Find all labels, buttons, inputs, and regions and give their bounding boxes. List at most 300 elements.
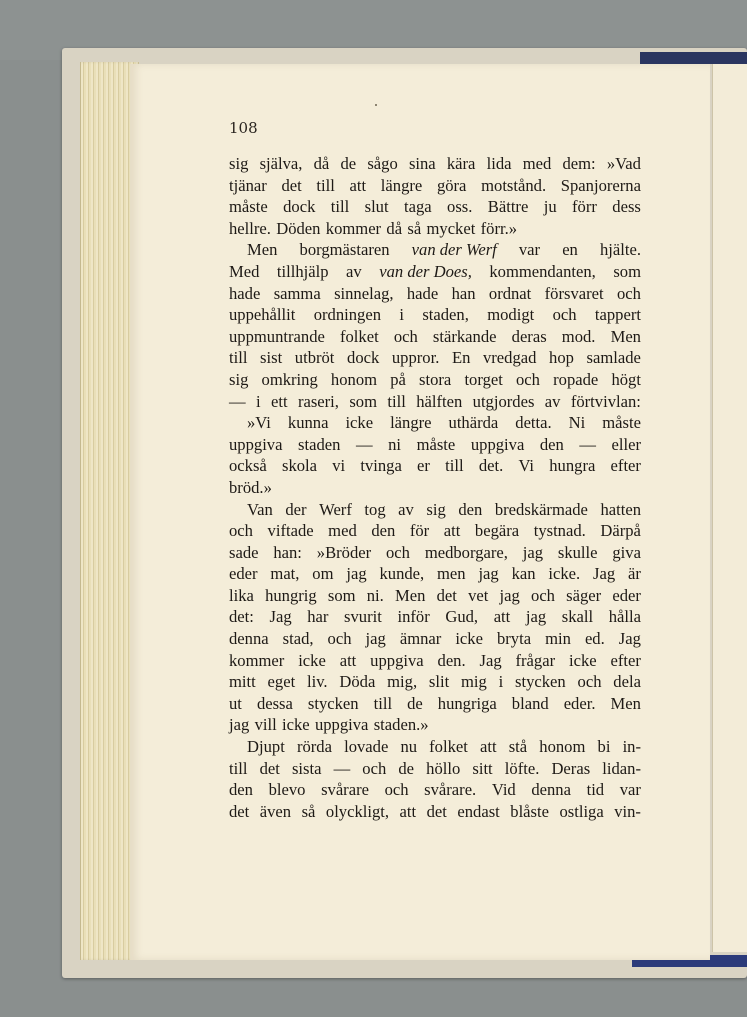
- word: sinnelag,: [334, 283, 394, 303]
- text-line: [229, 304, 641, 326]
- word: jag: [522, 542, 544, 562]
- word: mitt: [229, 672, 256, 692]
- word: honom: [330, 369, 378, 389]
- word: deras: [511, 326, 547, 346]
- word: er: [417, 456, 430, 476]
- word: Van: [247, 499, 273, 519]
- word: det: [281, 175, 302, 195]
- word: själva,: [259, 154, 303, 173]
- word: de: [407, 693, 423, 713]
- word: Werf: [319, 499, 352, 519]
- text-line: [229, 261, 641, 283]
- word: dessa: [256, 693, 293, 713]
- text-line: [229, 499, 641, 521]
- word: tvinga: [360, 456, 402, 476]
- word: sade: [229, 542, 259, 562]
- word: och: [516, 369, 540, 389]
- word: skulle: [557, 542, 598, 562]
- word: jag: [525, 607, 547, 627]
- word: till: [373, 693, 393, 713]
- word: ju: [543, 197, 557, 217]
- word: hatten: [600, 499, 641, 519]
- word: dem:: [562, 154, 596, 173]
- word: ni.: [366, 585, 384, 605]
- word: längre: [390, 413, 432, 433]
- word: samlade: [586, 348, 641, 368]
- word: och: [531, 585, 555, 605]
- word: liv.: [306, 672, 328, 692]
- text-line: [229, 585, 641, 607]
- word: staden.»: [373, 715, 429, 735]
- text-line: [229, 283, 641, 305]
- word: och: [617, 283, 641, 303]
- word: den: [229, 780, 253, 800]
- text-line: [229, 412, 641, 434]
- word: bi: [597, 737, 611, 757]
- word: Vi: [518, 456, 535, 476]
- word: uppror.: [391, 348, 440, 368]
- word: hungra: [549, 456, 596, 476]
- word: uthärda: [448, 413, 499, 433]
- word: den: [371, 521, 396, 541]
- page-speck: [375, 104, 377, 106]
- word: van der Does,: [379, 261, 472, 281]
- word: det: [426, 801, 447, 821]
- word: Jag: [479, 650, 502, 670]
- text-line: [229, 347, 641, 369]
- word: med: [522, 154, 552, 173]
- word: —: [229, 391, 246, 411]
- word: ordnat: [488, 283, 532, 303]
- word: han: [451, 283, 476, 303]
- word: icke: [298, 650, 326, 670]
- word: tillhjälp: [276, 261, 329, 281]
- word: tystnad.: [533, 521, 586, 541]
- text-line: [229, 714, 641, 736]
- word: Bättre: [487, 197, 529, 217]
- word: Vid: [491, 780, 516, 800]
- word: höllo: [426, 758, 461, 778]
- word: förr.»: [480, 218, 518, 238]
- word: folket: [429, 737, 468, 757]
- word: till: [229, 348, 248, 368]
- text-line: [229, 455, 641, 477]
- word: bredskärmade: [494, 499, 588, 519]
- word: och: [552, 305, 577, 325]
- word: ämnar: [399, 629, 442, 649]
- text-line: [229, 693, 641, 715]
- word: uppgiva: [470, 434, 525, 454]
- word: i: [255, 391, 261, 411]
- word: till: [330, 197, 350, 217]
- text-line: [229, 369, 641, 391]
- word: dock: [347, 348, 380, 368]
- word: svurit: [344, 607, 382, 627]
- word: bröd.»: [229, 477, 272, 497]
- word: så: [301, 801, 316, 821]
- word: eller: [611, 434, 641, 454]
- word: stycken: [307, 693, 359, 713]
- word: och: [229, 521, 253, 541]
- word: till: [445, 456, 464, 476]
- word: medborgare,: [424, 542, 508, 562]
- word: längre: [380, 175, 423, 195]
- word: ordningen: [313, 305, 381, 325]
- word: ni: [388, 434, 402, 454]
- word: då: [313, 154, 330, 173]
- word: sig: [426, 499, 446, 519]
- word: in-: [622, 737, 641, 757]
- word: hungrig: [265, 585, 317, 605]
- word: folket: [339, 326, 379, 346]
- word: och: [384, 780, 409, 800]
- word: begära: [474, 521, 520, 541]
- word: mig,: [387, 672, 418, 692]
- word: högt: [611, 369, 641, 389]
- word: måste: [602, 413, 641, 433]
- word: denna: [229, 629, 269, 649]
- word: sitt: [472, 758, 493, 778]
- word: det: [229, 801, 250, 821]
- word: är: [627, 564, 641, 584]
- word: uppgiva: [229, 434, 283, 454]
- word: kära: [446, 154, 476, 173]
- text-line: [229, 196, 641, 218]
- word: giva: [612, 542, 641, 562]
- word: kommer: [325, 218, 382, 238]
- word: blevo: [268, 780, 306, 800]
- word: Jag: [593, 564, 616, 584]
- word: att: [349, 175, 367, 195]
- word: det: [436, 585, 457, 605]
- word: skall: [561, 607, 594, 627]
- word: han:: [273, 542, 302, 562]
- word: Jag: [269, 607, 292, 627]
- word: förtvivlan:: [570, 391, 641, 411]
- word: motstånd.: [481, 175, 547, 195]
- word: viftade: [267, 521, 314, 541]
- word: vin-: [614, 801, 641, 821]
- word: van der Werf: [411, 240, 497, 260]
- word: eder: [229, 564, 258, 584]
- word: lika: [229, 585, 254, 605]
- word: den: [539, 434, 564, 454]
- word: i: [399, 305, 404, 325]
- word: blåste: [510, 801, 549, 821]
- word: till: [316, 175, 335, 195]
- word: hjälte.: [599, 240, 641, 260]
- word: det.: [478, 456, 504, 476]
- word: hålla: [608, 607, 641, 627]
- word: oss.: [447, 197, 473, 217]
- word: torget: [464, 369, 503, 389]
- word: tappert: [594, 305, 641, 325]
- text-line: [229, 650, 641, 672]
- word: och: [393, 326, 418, 346]
- word: jag: [478, 564, 499, 584]
- text-line: [229, 153, 641, 175]
- word: att: [399, 801, 417, 821]
- word: Ni: [568, 413, 586, 433]
- text-line: [229, 218, 641, 240]
- word: nu: [400, 737, 418, 757]
- word: var: [619, 780, 641, 800]
- word: var: [518, 240, 541, 260]
- word: utbröt: [294, 348, 335, 368]
- word: de: [340, 154, 357, 173]
- text-line: [229, 563, 641, 585]
- word: sig: [229, 154, 249, 173]
- word: sågo: [367, 154, 398, 173]
- text-line: [229, 758, 641, 780]
- cover-cloth-top: [640, 52, 747, 64]
- word: Jag: [618, 629, 641, 649]
- word: ett: [270, 391, 288, 411]
- word: kunde,: [379, 564, 425, 584]
- word: stora: [419, 369, 452, 389]
- word: som: [613, 261, 641, 281]
- word: —: [333, 758, 351, 778]
- word: sista: [291, 758, 322, 778]
- word: Döda: [339, 672, 376, 692]
- word: bland: [511, 693, 549, 713]
- word: jag: [346, 564, 367, 584]
- word: frågar: [515, 650, 556, 670]
- word: det:: [229, 607, 254, 627]
- word: att: [480, 737, 497, 757]
- word: hade: [229, 283, 261, 303]
- word: omkring: [261, 369, 318, 389]
- text-line: [229, 801, 641, 823]
- text-line: [229, 391, 641, 413]
- word: endast: [457, 801, 500, 821]
- word: staden,: [422, 305, 469, 325]
- word: hungriga: [437, 693, 497, 713]
- word: —: [355, 434, 373, 454]
- word: hellre.: [229, 218, 271, 238]
- word: slit: [428, 672, 450, 692]
- word: Spanjorerna: [560, 175, 641, 195]
- word: till: [229, 758, 248, 778]
- word: men: [437, 564, 466, 584]
- word: och: [386, 542, 410, 562]
- word: vill: [254, 715, 277, 735]
- word: Deras: [551, 758, 591, 778]
- word: mig: [460, 672, 487, 692]
- word: mycket: [426, 218, 476, 238]
- word: sist: [260, 348, 283, 368]
- word: sina: [408, 154, 436, 173]
- word: den: [458, 499, 483, 519]
- word: lidan-: [602, 758, 641, 778]
- word: svårare.: [424, 780, 477, 800]
- word: på: [390, 369, 406, 389]
- facing-page: [712, 64, 747, 952]
- word: med: [328, 521, 357, 541]
- text-line: [229, 477, 641, 499]
- word: eder: [612, 585, 641, 605]
- word: som: [349, 391, 377, 411]
- word: som: [327, 585, 356, 605]
- word: tog: [364, 499, 386, 519]
- word: lida: [486, 154, 512, 173]
- word: uppgiva: [314, 715, 369, 735]
- word: och: [327, 629, 352, 649]
- word: rörda: [296, 737, 332, 757]
- word: Med: [229, 261, 260, 281]
- word: att: [443, 521, 461, 541]
- word: bryta: [496, 629, 532, 649]
- word: skola: [282, 456, 318, 476]
- text-line: [229, 175, 641, 197]
- text-line: [229, 779, 641, 801]
- word: den.: [437, 650, 466, 670]
- word: —: [579, 434, 596, 454]
- word: jag: [229, 715, 250, 735]
- text-line: [229, 736, 641, 758]
- word: »Vi: [247, 413, 271, 433]
- word: »Bröder: [316, 542, 372, 562]
- word: utgjordes: [472, 391, 535, 411]
- word: der: [285, 499, 307, 519]
- word: det: [259, 758, 280, 778]
- word: vredgad: [482, 348, 537, 368]
- word: vi: [332, 456, 346, 476]
- word: Men: [610, 693, 641, 713]
- word: för: [409, 521, 430, 541]
- word: i: [498, 672, 504, 692]
- word: uppmuntrande: [229, 326, 325, 346]
- word: kan: [511, 564, 536, 584]
- word: vet: [468, 585, 489, 605]
- word: inför: [397, 607, 430, 627]
- word: Men: [247, 240, 278, 260]
- word: mat,: [270, 564, 300, 584]
- word: om: [312, 564, 334, 584]
- word: Därpå: [600, 521, 641, 541]
- word: efter: [610, 456, 641, 476]
- word: löfte.: [504, 758, 540, 778]
- word: Djupt: [247, 737, 285, 757]
- text-line: [229, 628, 641, 650]
- word: ed.: [584, 629, 605, 649]
- word: även: [259, 801, 292, 821]
- body-text: [229, 153, 641, 822]
- word: honom: [539, 737, 586, 757]
- text-line: [229, 542, 641, 564]
- word: ropade: [553, 369, 599, 389]
- text-line: [229, 671, 641, 693]
- word: denna: [531, 780, 571, 800]
- word: uppgiva: [370, 650, 424, 670]
- word: av: [398, 499, 414, 519]
- word: kommendanten,: [489, 261, 596, 281]
- word: svårare: [321, 780, 369, 800]
- word: dess: [612, 197, 641, 217]
- word: eder.: [563, 693, 596, 713]
- word: av: [346, 261, 362, 281]
- word: jag: [365, 629, 386, 649]
- word: att: [339, 650, 357, 670]
- word: samma: [273, 283, 321, 303]
- word: hade: [406, 283, 439, 303]
- word: ut: [229, 693, 242, 713]
- word: raseri,: [297, 391, 339, 411]
- page-number: 108: [229, 119, 258, 137]
- word: tjänar: [229, 175, 267, 195]
- word: och: [362, 758, 387, 778]
- word: En: [451, 348, 471, 368]
- word: ostliga: [559, 801, 604, 821]
- word: till: [387, 391, 406, 411]
- word: att: [493, 607, 511, 627]
- word: av: [544, 391, 561, 411]
- word: stå: [508, 737, 528, 757]
- word: icke: [455, 629, 483, 649]
- text-line: [229, 239, 641, 261]
- word: slut: [364, 197, 389, 217]
- word: Men: [395, 585, 426, 605]
- word: hop: [549, 348, 574, 368]
- text-line: [229, 520, 641, 542]
- text-line: [229, 606, 641, 628]
- word: icke: [568, 650, 597, 670]
- word: stad,: [282, 629, 314, 649]
- word: jag: [499, 585, 520, 605]
- word: kunna: [287, 413, 329, 433]
- word: förr: [572, 197, 597, 217]
- word: mod.: [561, 326, 596, 346]
- word: borgmästaren: [299, 240, 390, 260]
- word: också: [229, 456, 267, 476]
- word: sig: [229, 369, 249, 389]
- word: dock: [283, 197, 316, 217]
- word: göra: [436, 175, 467, 195]
- word: icke: [282, 715, 310, 735]
- word: måste: [229, 197, 268, 217]
- text-line: [229, 434, 641, 456]
- word: staden: [298, 434, 341, 454]
- word: eget: [267, 672, 296, 692]
- word: efter: [610, 650, 641, 670]
- word: tid: [586, 780, 605, 800]
- word: icke.: [548, 564, 581, 584]
- word: hälften: [416, 391, 463, 411]
- word: Gud,: [445, 607, 479, 627]
- word: min: [545, 629, 571, 649]
- word: dela: [613, 672, 641, 692]
- word: stycken: [515, 672, 566, 692]
- word: icke: [345, 413, 374, 433]
- word: modigt: [487, 305, 535, 325]
- word: »Vad: [606, 154, 641, 173]
- word: så: [407, 218, 422, 238]
- word: taga: [403, 197, 432, 217]
- word: uppehållit: [229, 305, 296, 325]
- word: säger: [566, 585, 602, 605]
- word: lovade: [344, 737, 389, 757]
- word: Döden: [276, 218, 321, 238]
- word: Men: [610, 326, 641, 346]
- text-line: [229, 326, 641, 348]
- word: en: [562, 240, 578, 260]
- word: stärkande: [432, 326, 497, 346]
- word: och: [577, 672, 602, 692]
- word: kommer: [229, 650, 285, 670]
- word: de: [398, 758, 415, 778]
- word: då: [386, 218, 403, 238]
- word: måste: [416, 434, 456, 454]
